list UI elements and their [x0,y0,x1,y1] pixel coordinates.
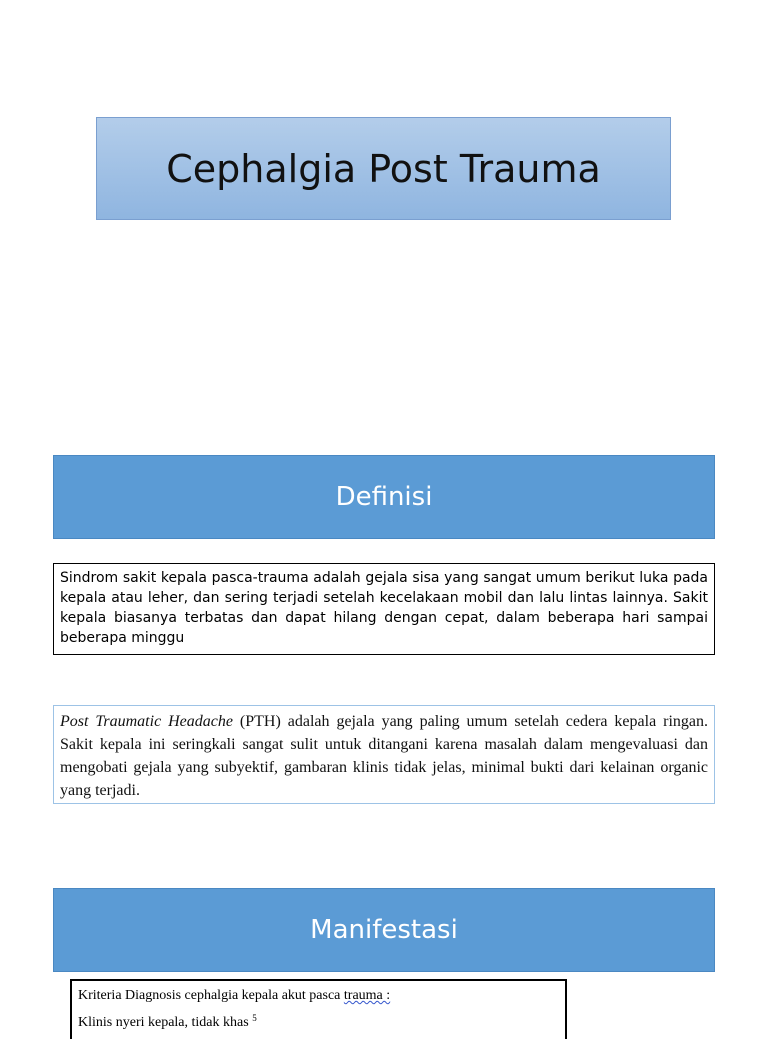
clinical-reference: 5 [252,1013,257,1023]
manifestasi-header-label: Manifestasi [310,915,458,945]
criteria-title: Kriteria Diagnosis cephalgia kepala akut pasca [78,988,344,1003]
criteria-title-underlined: trauma : [343,988,391,1003]
pth-paragraph: (PTH) adalah gejala yang paling umum setelah cedera kepala ringan. Sakit kepala ini seringkali sangat sulit untuk ditangani karena masalah dalam mengevaluasi dan mengobati gejala yang subyektif, gambaran klinis tidak jelas, minimal bukti dari kelainan organic yang terjadi. [60,713,709,799]
criteria-box [70,979,567,1039]
definisi-header [53,455,715,539]
pth-term: Post Traumatic Headache [60,713,233,730]
pth-paragraph-box [53,705,715,804]
title-slide-box [96,117,671,220]
manifestasi-header [53,888,715,972]
clinical-text: Klinis nyeri kepala, tidak khas [78,1015,253,1030]
document-title: Cephalgia Post Trauma [166,146,601,191]
definisi-header-label: Definisi [335,482,433,512]
definition-paragraph: Sindrom sakit kepala pasca-trauma adalah gejala sisa yang sangat umum berikut luka pada kepala atau leher, dan sering terjadi setelah kecelakaan mobil dan lalu lintas lainnya. Sakit kepala biasanya terbatas dan dapat hilang dengan cepat, dalam beberapa hari sampai beberapa minggu [60,570,708,646]
definition-paragraph-box [53,563,715,655]
criteria-title-line [78,985,559,1007]
clinical-line [78,1007,559,1034]
